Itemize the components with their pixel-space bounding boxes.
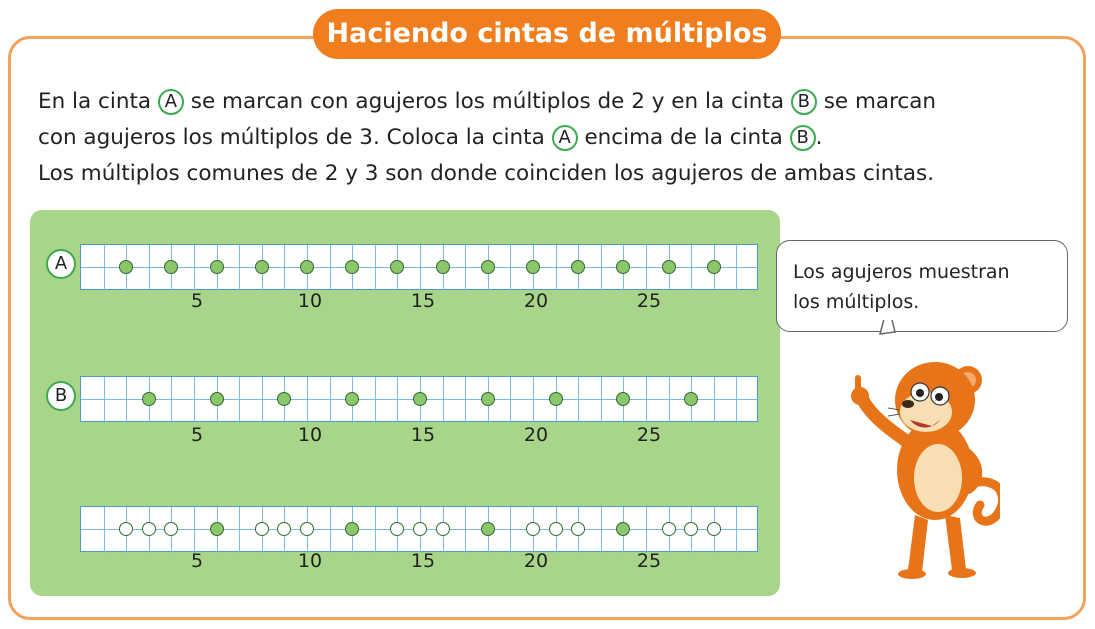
tape-cell-divider [330,377,331,423]
circle-label-a: A [158,89,184,115]
tape-cell-divider [284,245,285,291]
intro-l1c: se marcan [823,89,937,114]
intro-line-2 [38,120,1068,156]
intro-text [38,84,1068,192]
tape-cell-divider [556,245,557,291]
tape-cell-divider [194,245,195,291]
tape-cell-divider [601,507,602,553]
tape-hole [549,522,563,536]
tape-hole [119,260,133,274]
tape-hole [142,522,156,536]
tape-b-strip [80,376,758,422]
tape-hole [210,522,224,536]
intro-l1b: se marcan con agujeros los múltiplos de 2 y en la cinta [190,89,784,114]
tape-hole [345,260,359,274]
circle-label-b-2: B [790,125,816,151]
tape-tick-label: 5 [190,290,204,312]
tape-cell-divider [194,377,195,423]
tape-cell-divider [239,245,240,291]
tape-hole [616,392,630,406]
tape-hole [707,522,721,536]
tape-hole [345,522,359,536]
tape-cell-divider [104,377,105,423]
tape-cell-divider [736,507,737,553]
tape-cell-divider [239,507,240,553]
tape-cell-divider [330,245,331,291]
intro-line-1 [38,84,1068,120]
tape-cell-divider [262,377,263,423]
tape-cell-divider [510,245,511,291]
tape-cell-divider [646,507,647,553]
page-title: Haciendo cintas de múltiplos [313,9,781,59]
tape-cell-divider [646,377,647,423]
tape-hole [164,522,178,536]
tape-hole [390,260,404,274]
tape-cell-divider [375,507,376,553]
tape-hole [210,260,224,274]
intro-l1a: En la cinta [38,89,152,114]
tape-cell-divider [736,245,737,291]
tape-tick-label: 10 [297,290,323,312]
tape-hole [345,392,359,406]
tape-tick-label: 15 [410,424,436,446]
circle-label-a-2: A [552,125,578,151]
tape-hole [255,522,269,536]
tape-cell-divider [510,507,511,553]
tape-tick-label: 25 [636,550,662,572]
tape-hole [436,260,450,274]
tape-hole [662,522,676,536]
tape-tick-label: 15 [410,550,436,572]
tape-cell-divider [601,245,602,291]
tape-hole [481,392,495,406]
tape-hole [413,392,427,406]
tape-cell-divider [646,245,647,291]
tape-b-label: B [46,381,76,411]
tape-cell-divider [330,507,331,553]
tape-cell-divider [465,507,466,553]
tape-tick-label: 20 [523,424,549,446]
tape-hole [684,392,698,406]
tape-hole [119,522,133,536]
tape-hole [277,522,291,536]
tape-cell-divider [465,377,466,423]
tape-cell-divider [714,377,715,423]
tape-hole [300,260,314,274]
tape-cell-divider [104,245,105,291]
tape-cell-divider [397,377,398,423]
tape-tick-label: 20 [523,290,549,312]
tape-cell-divider [420,245,421,291]
tape-cell-divider [736,377,737,423]
tape-tick-label: 10 [297,550,323,572]
tape-hole [390,522,404,536]
tape-hole [481,260,495,274]
intro-l2c: . [815,125,823,150]
tape-cell-divider [239,377,240,423]
tape-hole [549,392,563,406]
tape-hole [210,392,224,406]
tape-tick-label: 5 [190,550,204,572]
tape-cell-divider [149,245,150,291]
tape-hole [164,260,178,274]
tape-cell-divider [171,377,172,423]
speech-line-1: Los agujeros muestran [793,261,1010,283]
tape-cell-divider [443,377,444,423]
intro-l2b: encima de la cinta [584,125,783,150]
speech-line-2: los múltiplos. [793,291,920,313]
tape-hole [255,260,269,274]
tape-cell-divider [375,377,376,423]
tape-hole [436,522,450,536]
tape-hole [662,260,676,274]
tape-hole [526,522,540,536]
circle-label-b: B [791,89,817,115]
tape-cell-divider [691,245,692,291]
tape-cell-divider [465,245,466,291]
tape-cell-divider [510,377,511,423]
tape-tick-label: 15 [410,290,436,312]
tape-cell-divider [578,377,579,423]
tape-hole [707,260,721,274]
tape-cell-divider [307,377,308,423]
tape-tick-label: 5 [190,424,204,446]
tape-tick-label: 20 [523,550,549,572]
tape-cell-divider [669,377,670,423]
tape-hole [481,522,495,536]
tape-panel [30,210,780,596]
intro-l2a: con agujeros los múltiplos de 3. Coloca la cinta [38,125,545,150]
tape-cell-divider [533,377,534,423]
tape-hole [277,392,291,406]
tape-cell-divider [601,377,602,423]
intro-line-3: Los múltiplos comunes de 2 y 3 son donde coinciden los agujeros de ambas cintas. [38,161,935,186]
tape-cell-divider [194,507,195,553]
tape-combined-strip [80,506,758,552]
tape-cell-divider [104,507,105,553]
tape-tick-label: 25 [636,424,662,446]
tape-tick-label: 10 [297,424,323,446]
tape-hole [413,522,427,536]
tape-cell-divider [126,377,127,423]
tape-hole [616,522,630,536]
tape-a-label: A [46,249,76,279]
speech-bubble [776,240,1068,332]
tape-hole [571,260,585,274]
tape-a-strip [80,244,758,290]
tape-tick-label: 25 [636,290,662,312]
tape-hole [142,392,156,406]
tape-hole [300,522,314,536]
tape-hole [526,260,540,274]
tape-hole [684,522,698,536]
tape-hole [571,522,585,536]
tape-hole [616,260,630,274]
tape-cell-divider [375,245,376,291]
monkey-mascot-icon [840,320,1000,590]
